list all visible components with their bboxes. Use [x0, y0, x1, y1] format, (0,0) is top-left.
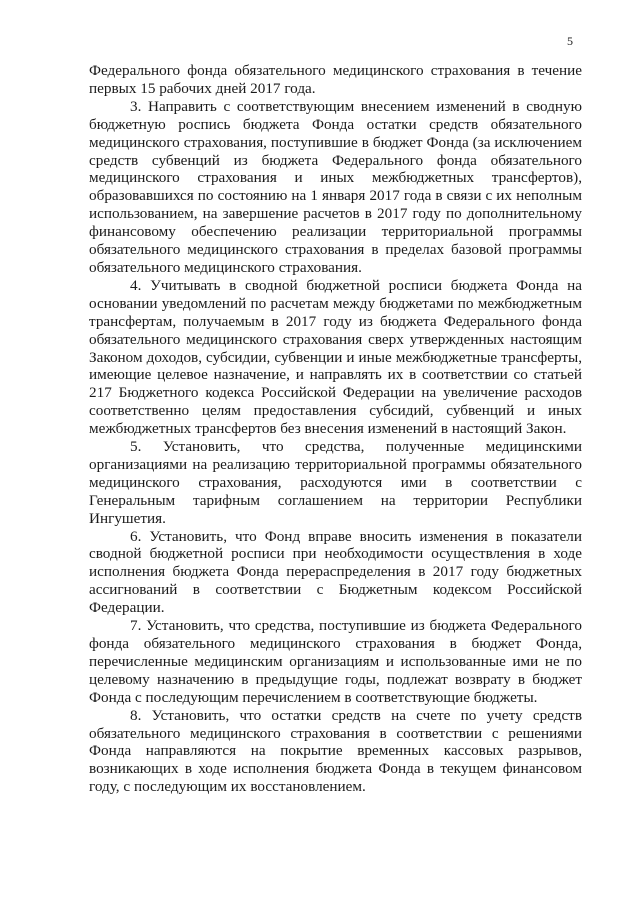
paragraph-item-4: 4. Учитывать в сводной бюджетной росписи бюджета Фонда на основании уведомлений по расчетам между бюджетами по межбюджетным трансфертам, получаемым в 2017 году из бюджета Федерального фонда обязательного медицинского страхования сверх утвержденных настоящим Законом доходов, субсидии, субвенции и иные межбюджетные трансферты, имеющие целевое назначение, и направлять их в соответствии со статьей 217 Бюджетного кодекса Российской Федерации на увеличение расходов соответственно целям предоставления субсидий, субвенций и иных межбюджетных трансфертов без внесения изменений в настоящий Закон.: [89, 276, 582, 438]
document-body: [89, 62, 582, 796]
paragraph-continuation: Федерального фонда обязательного медицинского страхования в течение первых 15 рабочих дней 2017 года.: [89, 62, 582, 97]
paragraph-item-7: 7. Установить, что средства, поступившие из бюджета Федерального фонда обязательного медицинского страхования в бюджет Фонда, перечисленные медицинским организациям и использованные ими не по целевому назначению в предыдущие годы, подлежат возврату в бюджет Фонда с последующим перечислением в соответствующие бюджеты.: [89, 617, 582, 706]
paragraph-item-5: 5. Установить, что средства, полученные медицинскими организациями на реализацию территориальной программы обязательного медицинского страхования, расходуются ими в соответствии с Генеральным тарифным соглашением на территории Республики Ингушетия.: [89, 438, 582, 527]
paragraph-item-3: 3. Направить с соответствующим внесением изменений в сводную бюджетную роспись бюджета Фонда остатки средств обязательного медицинского страхования, поступившие в бюджет Фонда (за исключением средств субвенций из бюджета Федерального фонда обязательного медицинского страхования и иных межбюджетных трансфертов), образовавшихся по состоянию на 1 января 2017 года в связи с их неполным использованием, на завершение расчетов в 2017 году по дополнительному финансовому обеспечению реализации территориальной программы обязательного медицинского страхования в пределах базовой программы обязательного медицинского страхования.: [89, 97, 582, 276]
page-number: 5: [567, 34, 573, 48]
paragraph-item-8: 8. Установить, что остатки средств на счете по учету средств обязательного медицинского страхования в соответствии с решениями Фонда направляются на покрытие временных кассовых разрывов, возникающих в ходе исполнения бюджета Фонда в текущем финансовом году, с последующим их восстановлением.: [89, 706, 582, 796]
paragraph-item-6: 6. Установить, что Фонд вправе вносить изменения в показатели сводной бюджетной росписи при необходимости осуществления в ходе исполнения бюджета Фонда перераспределения в 2017 году бюджетных ассигнований в соответствии с Бюджетным кодексом Российской Федерации.: [89, 527, 582, 617]
